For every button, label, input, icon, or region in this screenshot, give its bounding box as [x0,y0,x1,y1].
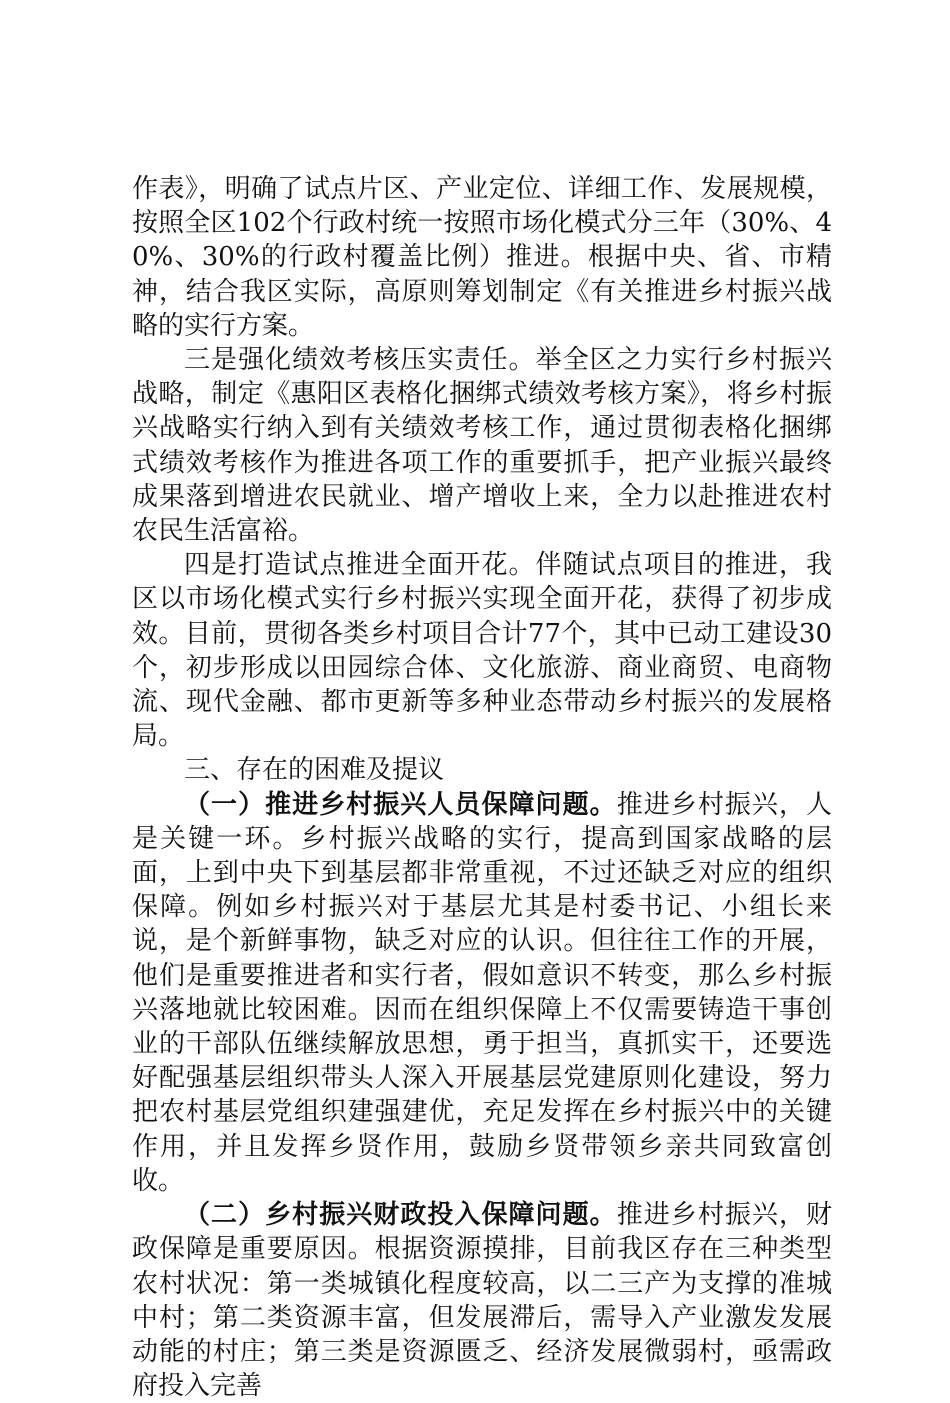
subsection-body-fiscal: 推进乡村振兴，财政保障是重要原因。根据资源摸排，目前我区存在三种类型农村状况：第一类城镇化程度较高，以二三产为支撑的准城中村；第二类资源丰富，但发展滞后，需导入产业激发发展动能的村庄；第三类是资源匮乏、经济发展微弱村，亟需政府投入完善 [132,1200,832,1402]
paragraph-pilot-projects: 四是打造试点推进全面开花。伴随试点项目的推进，我区以市场化模式实行乡村振兴实现全面开花，获得了初步成效。目前，贯彻各类乡村项目合计77个，其中已动工建设30个，初步形成以田园综合体、文化旅游、商业商贸、电商物流、现代金融、都市更新等多种业态带动乡村振兴的发展格局。 [132,550,832,752]
paragraph-fiscal-guarantee [132,1198,832,1403]
subsection-title-fiscal: （二）乡村振兴财政投入保障问题。 [184,1200,617,1231]
document-page [132,172,832,1403]
subsection-body-personnel: 推进乡村振兴，人是关键一环。乡村振兴战略的实行，提高到国家战略的层面，上到中央下到基层都非常重视，不过还缺乏对应的组织保障。例如乡村振兴对于基层尤其是村委书记、小组长来说，是个新鲜事物，缺乏对应的认识。但往往工作的开展，他们是重要推进者和实行者，假如意识不转变，那么乡村振兴落地就比较困难。因而在组织保障上不仅需要铸造干事创业的干部队伍继续解放思想，勇于担当，真抓实干，还要选好配强基层组织带头人深入开展基层党建原则化建设，努力把农村基层党组织建强建优，充足发挥在乡村振兴中的关键作用，并且发挥乡贤作用，鼓励乡贤带领乡亲共同致富创收。 [132,789,832,1196]
paragraph-personnel-guarantee [132,788,832,1198]
subsection-title-personnel: （一）推进乡村振兴人员保障问题。 [184,789,617,820]
paragraph-plan-continuation: 作表》，明确了试点片区、产业定位、详细工作、发展规模，按照全区102个行政村统一按照市场化模式分三年（30%、40%、30%的行政村覆盖比例）推进。根据中央、省、市精神，结合我区实际，高原则筹划制定《有关推进乡村振兴战略的实行方案。 [132,174,832,341]
section-heading: 三、存在的困难及提议 [184,755,445,786]
paragraph-performance-assessment: 三是强化绩效考核压实责任。举全区之力实行乡村振兴战略，制定《惠阳区表格化捆绑式绩效考核方案》，将乡村振兴战略实行纳入到有关绩效考核工作，通过贯彻表格化捆绑式绩效考核作为推进各项工作的重要抓手，把产业振兴最终成果落到增进农民就业、增产增收上来，全力以赴推进农村农民生活富裕。 [132,345,832,547]
